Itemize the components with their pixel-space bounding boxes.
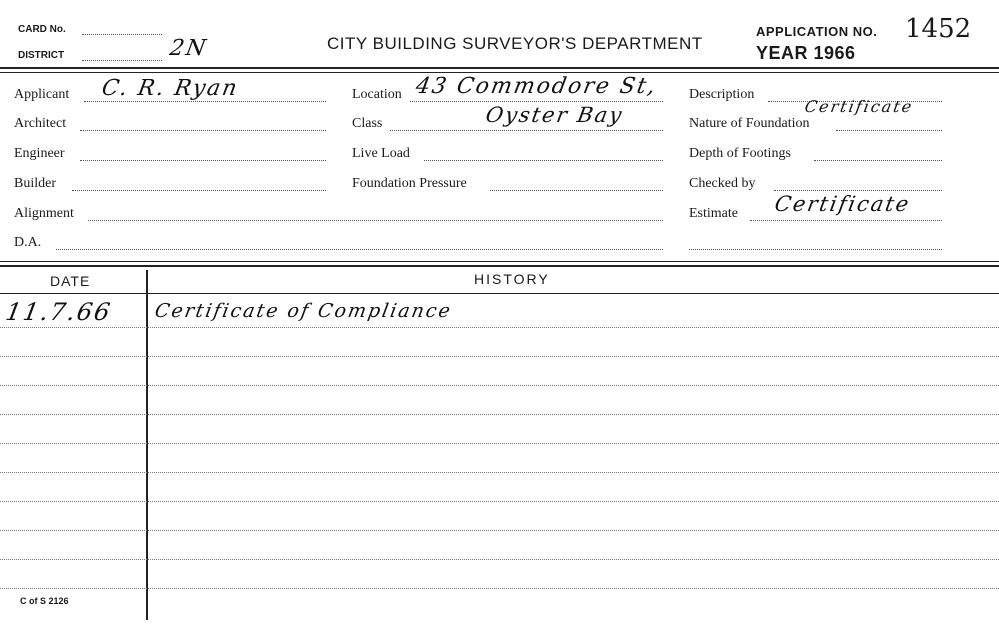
architect-label: Architect xyxy=(14,116,67,131)
date-column-header: DATE xyxy=(50,273,91,289)
description-value: Certificate xyxy=(803,97,916,116)
checked-by-line xyxy=(774,190,942,191)
table-row-line xyxy=(0,501,999,502)
blank-line-col3 xyxy=(689,249,942,250)
card-no-label: CARD No. xyxy=(18,24,66,35)
builder-label: Builder xyxy=(14,176,56,191)
history-column-header: HISTORY xyxy=(474,271,550,287)
foundation-pressure-label: Foundation Pressure xyxy=(352,176,467,191)
nature-of-foundation-line xyxy=(836,130,942,131)
foundation-pressure-line xyxy=(490,190,663,191)
table-row-line xyxy=(0,385,999,386)
district-label: DISTRICT xyxy=(18,50,65,61)
card-no-line xyxy=(82,34,162,35)
table-row-line xyxy=(0,443,999,444)
location-line xyxy=(410,101,663,102)
section-rule-bottom xyxy=(0,265,999,267)
depth-of-footings-line xyxy=(814,160,942,161)
class-value: Oyster Bay xyxy=(483,103,626,127)
architect-line xyxy=(80,130,326,131)
table-row-line xyxy=(0,327,999,328)
table-row-line xyxy=(0,588,999,589)
engineer-line xyxy=(80,160,326,161)
da-label: D.A. xyxy=(14,235,42,250)
header-rule-bottom xyxy=(0,72,999,73)
estimate-label: Estimate xyxy=(689,206,738,221)
header-rule-top xyxy=(0,67,999,69)
table-row-line xyxy=(0,559,999,560)
applicant-line xyxy=(84,101,326,102)
alignment-label: Alignment xyxy=(14,206,74,221)
table-row-line xyxy=(0,472,999,473)
checked-by-label: Checked by xyxy=(689,176,756,191)
section-rule-top xyxy=(0,261,999,262)
department-title: CITY BUILDING SURVEYOR'S DEPARTMENT xyxy=(327,34,703,53)
depth-of-footings-label: Depth of Footings xyxy=(689,146,791,161)
application-no-value: 1452 xyxy=(905,14,972,44)
applicant-value: C. R. Ryan xyxy=(99,76,241,101)
location-label: Location xyxy=(352,87,402,102)
nature-of-foundation-label: Nature of Foundation xyxy=(689,116,810,131)
live-load-line xyxy=(424,160,663,161)
table-row-line xyxy=(0,414,999,415)
class-label: Class xyxy=(352,116,383,131)
applicant-label: Applicant xyxy=(14,87,70,102)
alignment-line xyxy=(88,220,663,221)
engineer-label: Engineer xyxy=(14,146,65,161)
year-label: YEAR 1966 xyxy=(756,43,856,63)
form-code: C of S 2126 xyxy=(20,596,69,606)
live-load-label: Live Load xyxy=(352,146,410,161)
history-date: 11.7.66 xyxy=(3,298,115,326)
description-label: Description xyxy=(689,87,755,102)
table-column-divider xyxy=(146,270,148,620)
table-header-rule xyxy=(0,293,999,294)
application-no-label: APPLICATION NO. xyxy=(756,24,878,39)
history-text: Certificate of Compliance xyxy=(153,300,454,322)
location-value: 43 Commodore St, xyxy=(413,74,660,99)
estimate-value: Certificate xyxy=(772,192,913,216)
district-line xyxy=(82,60,162,61)
table-row-line xyxy=(0,530,999,531)
builder-line xyxy=(72,190,326,191)
table-row-line xyxy=(0,356,999,357)
estimate-line xyxy=(750,220,942,221)
da-line xyxy=(56,249,663,250)
district-value: 2N xyxy=(167,36,210,61)
class-line xyxy=(390,130,663,131)
